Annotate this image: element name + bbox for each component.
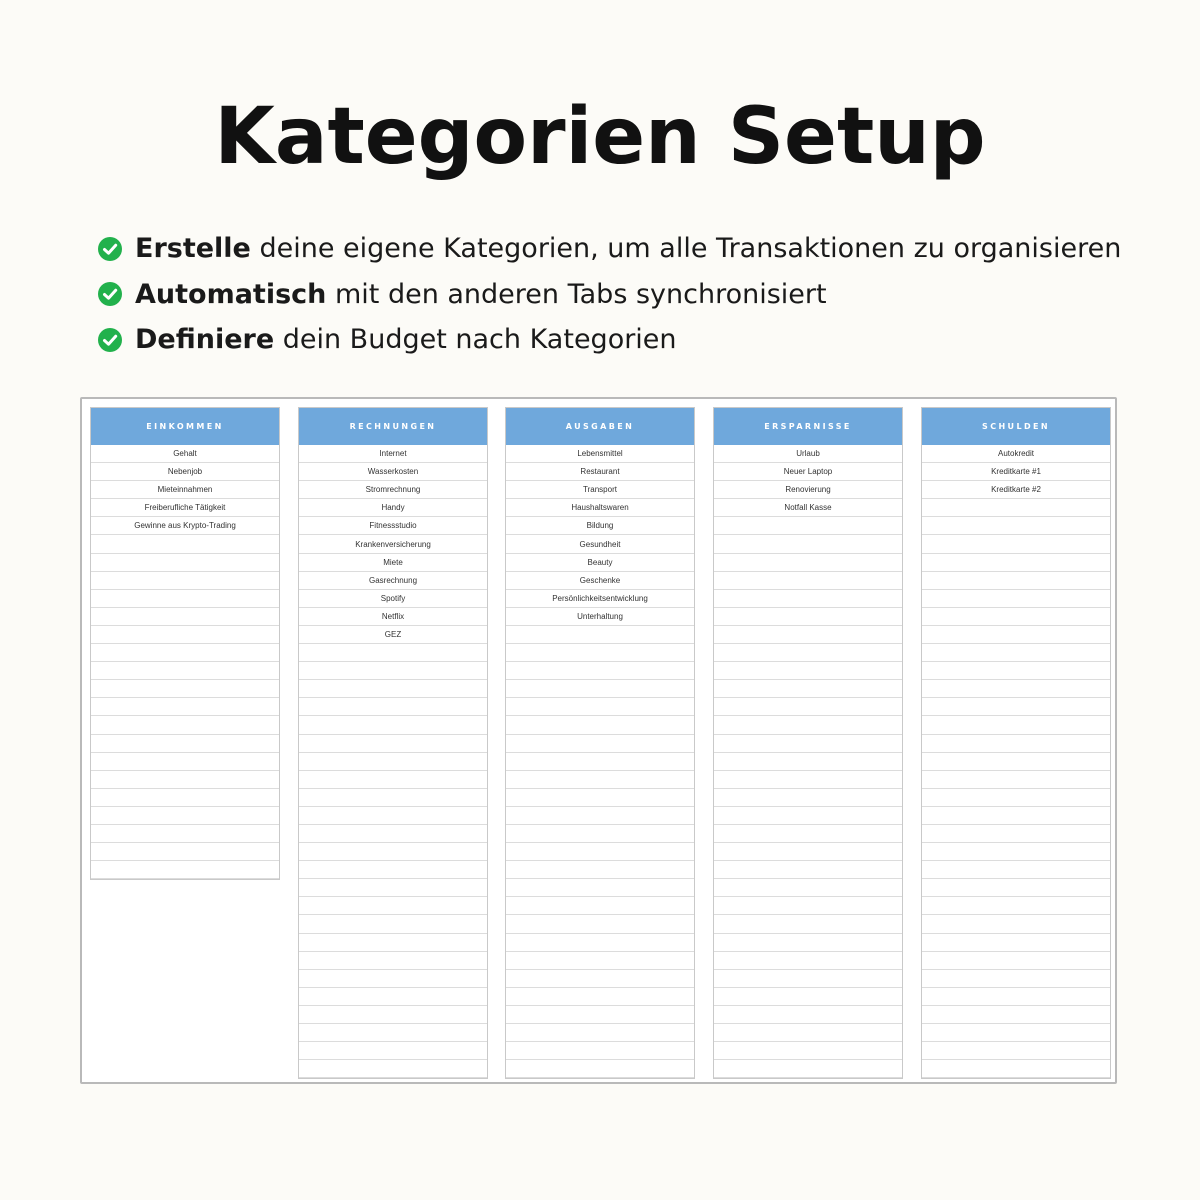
category-cell[interactable]: Internet [299,445,487,463]
empty-category-cell[interactable] [714,879,902,897]
category-cell[interactable]: Gehalt [91,445,279,463]
empty-category-cell[interactable] [299,716,487,734]
category-cell[interactable]: Notfall Kasse [714,499,902,517]
empty-category-cell[interactable] [714,861,902,879]
column-header: ERSPARNISSE [714,408,902,445]
empty-category-cell[interactable] [91,843,279,861]
empty-category-cell[interactable] [922,517,1110,535]
empty-category-cell[interactable] [91,554,279,572]
category-cell[interactable]: Nebenjob [91,463,279,481]
empty-category-cell[interactable] [922,952,1110,970]
empty-category-cell[interactable] [91,590,279,608]
feature-text: mit den anderen Tabs synchronisiert [326,278,827,310]
feature-text: dein Budget nach Kategorien [274,324,677,356]
category-cell[interactable]: Mieteinnahmen [91,481,279,499]
empty-category-cell[interactable] [506,771,694,789]
empty-category-cell[interactable] [506,753,694,771]
empty-category-cell[interactable] [506,1042,694,1060]
empty-category-cell[interactable] [922,861,1110,879]
empty-category-cell[interactable] [506,680,694,698]
empty-category-cell[interactable] [922,807,1110,825]
category-rows [922,445,1110,1078]
feature-bold-text: Erstelle [135,233,251,265]
page-title: Kategorien Setup [214,92,986,182]
empty-category-cell[interactable] [506,807,694,825]
empty-category-cell[interactable] [714,735,902,753]
empty-category-cell[interactable] [299,861,487,879]
empty-category-cell[interactable] [922,1042,1110,1060]
empty-category-cell[interactable] [299,644,487,662]
empty-category-cell[interactable] [714,1024,902,1042]
category-cell[interactable]: Restaurant [506,463,694,481]
column-rechnungen [298,407,488,1079]
empty-category-cell[interactable] [506,988,694,1006]
empty-category-cell[interactable] [714,698,902,716]
empty-category-cell[interactable] [506,879,694,897]
empty-category-cell[interactable] [91,789,279,807]
feature-list [97,226,1177,363]
empty-category-cell[interactable] [506,843,694,861]
empty-category-cell[interactable] [922,897,1110,915]
category-cell[interactable]: Wasserkosten [299,463,487,481]
empty-category-cell[interactable] [714,789,902,807]
category-cell[interactable]: Krankenversicherung [299,535,487,553]
empty-category-cell[interactable] [91,644,279,662]
empty-category-cell[interactable] [91,662,279,680]
category-cell[interactable]: Lebensmittel [506,445,694,463]
empty-category-cell[interactable] [506,1006,694,1024]
empty-category-cell[interactable] [714,825,902,843]
category-sheet [80,397,1117,1084]
empty-category-cell[interactable] [506,789,694,807]
empty-category-cell[interactable] [922,934,1110,952]
empty-category-cell[interactable] [714,843,902,861]
check-circle-icon [97,281,123,307]
category-cell[interactable]: Stromrechnung [299,481,487,499]
empty-category-cell[interactable] [922,753,1110,771]
category-cell[interactable]: Geschenke [506,572,694,590]
empty-category-cell[interactable] [714,554,902,572]
column-einkommen [90,407,280,880]
category-cell[interactable]: Kreditkarte #1 [922,463,1110,481]
check-circle-icon [97,236,123,262]
category-cell[interactable]: Spotify [299,590,487,608]
empty-category-cell[interactable] [91,753,279,771]
category-cell[interactable]: Autokredit [922,445,1110,463]
empty-category-cell[interactable] [299,680,487,698]
empty-category-cell[interactable] [922,915,1110,933]
category-cell[interactable]: Gasrechnung [299,572,487,590]
empty-category-cell[interactable] [299,1060,487,1078]
empty-category-cell[interactable] [714,753,902,771]
empty-category-cell[interactable] [714,952,902,970]
empty-category-cell[interactable] [922,1024,1110,1042]
empty-category-cell[interactable] [91,771,279,789]
empty-category-cell[interactable] [299,1024,487,1042]
empty-category-cell[interactable] [922,644,1110,662]
empty-category-cell[interactable] [299,771,487,789]
empty-category-cell[interactable] [506,897,694,915]
category-cell[interactable]: Miete [299,554,487,572]
empty-category-cell[interactable] [506,644,694,662]
empty-category-cell[interactable] [922,680,1110,698]
column-ausgaben [505,407,695,1079]
empty-category-cell[interactable] [714,934,902,952]
empty-category-cell[interactable] [714,988,902,1006]
empty-category-cell[interactable] [922,1006,1110,1024]
empty-category-cell[interactable] [299,825,487,843]
empty-category-cell[interactable] [91,680,279,698]
empty-category-cell[interactable] [91,572,279,590]
empty-category-cell[interactable] [714,626,902,644]
empty-category-cell[interactable] [299,735,487,753]
category-cell[interactable]: Kreditkarte #2 [922,481,1110,499]
column-header: SCHULDEN [922,408,1110,445]
empty-category-cell[interactable] [299,879,487,897]
empty-category-cell[interactable] [506,735,694,753]
empty-category-cell[interactable] [299,1042,487,1060]
empty-category-cell[interactable] [714,897,902,915]
category-cell[interactable]: Renovierung [714,481,902,499]
empty-category-cell[interactable] [506,1060,694,1078]
empty-category-cell[interactable] [922,879,1110,897]
empty-category-cell[interactable] [299,789,487,807]
empty-category-cell[interactable] [922,825,1110,843]
empty-category-cell[interactable] [299,970,487,988]
empty-category-cell[interactable] [506,825,694,843]
empty-category-cell[interactable] [299,807,487,825]
feature-item [97,226,1177,272]
empty-category-cell[interactable] [922,608,1110,626]
category-cell[interactable]: Haushaltswaren [506,499,694,517]
empty-category-cell[interactable] [714,716,902,734]
empty-category-cell[interactable] [714,590,902,608]
empty-category-cell[interactable] [714,915,902,933]
category-rows [299,445,487,1078]
category-cell[interactable]: Bildung [506,517,694,535]
empty-category-cell[interactable] [922,662,1110,680]
empty-category-cell[interactable] [506,970,694,988]
empty-category-cell[interactable] [922,626,1110,644]
empty-category-cell[interactable] [299,698,487,716]
empty-category-cell[interactable] [922,572,1110,590]
empty-category-cell[interactable] [91,716,279,734]
empty-category-cell[interactable] [91,825,279,843]
empty-category-cell[interactable] [922,499,1110,517]
feature-item [97,272,1177,318]
category-cell[interactable]: Gesundheit [506,535,694,553]
column-header: RECHNUNGEN [299,408,487,445]
category-cell[interactable]: Gewinne aus Krypto-Trading [91,517,279,535]
empty-category-cell[interactable] [299,753,487,771]
empty-category-cell[interactable] [714,572,902,590]
empty-category-cell[interactable] [922,535,1110,553]
empty-category-cell[interactable] [506,915,694,933]
check-circle-icon [97,327,123,353]
empty-category-cell[interactable] [91,807,279,825]
category-cell[interactable]: Handy [299,499,487,517]
feature-text: deine eigene Kategorien, um alle Transaktionen zu organisieren [250,233,1122,265]
empty-category-cell[interactable] [299,915,487,933]
empty-category-cell[interactable] [714,644,902,662]
empty-category-cell[interactable] [714,771,902,789]
empty-category-cell[interactable] [714,517,902,535]
empty-category-cell[interactable] [299,1006,487,1024]
column-ersparnisse [713,407,903,1079]
empty-category-cell[interactable] [91,861,279,879]
empty-category-cell[interactable] [506,716,694,734]
category-cell[interactable]: Beauty [506,554,694,572]
category-cell[interactable]: Urlaub [714,445,902,463]
empty-category-cell[interactable] [922,735,1110,753]
empty-category-cell[interactable] [91,735,279,753]
column-header: AUSGABEN [506,408,694,445]
empty-category-cell[interactable] [299,662,487,680]
empty-category-cell[interactable] [714,1042,902,1060]
empty-category-cell[interactable] [91,626,279,644]
category-cell[interactable]: Neuer Laptop [714,463,902,481]
empty-category-cell[interactable] [922,1060,1110,1078]
empty-category-cell[interactable] [714,1006,902,1024]
empty-category-cell[interactable] [91,608,279,626]
empty-category-cell[interactable] [714,535,902,553]
empty-category-cell[interactable] [714,970,902,988]
empty-category-cell[interactable] [714,807,902,825]
empty-category-cell[interactable] [299,988,487,1006]
empty-category-cell[interactable] [299,934,487,952]
empty-category-cell[interactable] [299,843,487,861]
empty-category-cell[interactable] [299,897,487,915]
empty-category-cell[interactable] [299,952,487,970]
feature-bold-text: Automatisch [135,278,327,310]
category-cell[interactable]: Fitnessstudio [299,517,487,535]
empty-category-cell[interactable] [506,662,694,680]
empty-category-cell[interactable] [91,698,279,716]
category-cell[interactable]: GEZ [299,626,487,644]
empty-category-cell[interactable] [714,680,902,698]
column-schulden [921,407,1111,1079]
empty-category-cell[interactable] [922,789,1110,807]
category-rows [506,445,694,1078]
feature-bold-text: Definiere [135,324,275,356]
feature-item [97,317,1177,363]
category-cell[interactable]: Persönlichkeitsentwicklung [506,590,694,608]
empty-category-cell[interactable] [922,970,1110,988]
empty-category-cell[interactable] [506,1024,694,1042]
category-cell[interactable]: Transport [506,481,694,499]
empty-category-cell[interactable] [91,535,279,553]
empty-category-cell[interactable] [506,626,694,644]
empty-category-cell[interactable] [922,590,1110,608]
empty-category-cell[interactable] [714,608,902,626]
category-cell[interactable]: Netflix [299,608,487,626]
empty-category-cell[interactable] [922,698,1110,716]
category-rows [714,445,902,1078]
empty-category-cell[interactable] [506,952,694,970]
empty-category-cell[interactable] [506,698,694,716]
column-header: EINKOMMEN [91,408,279,445]
empty-category-cell[interactable] [922,716,1110,734]
category-rows [91,445,279,879]
empty-category-cell[interactable] [922,554,1110,572]
empty-category-cell[interactable] [922,988,1110,1006]
empty-category-cell[interactable] [506,934,694,952]
empty-category-cell[interactable] [922,843,1110,861]
empty-category-cell[interactable] [922,771,1110,789]
empty-category-cell[interactable] [714,1060,902,1078]
empty-category-cell[interactable] [714,662,902,680]
category-cell[interactable]: Freiberufliche Tätigkeit [91,499,279,517]
empty-category-cell[interactable] [506,861,694,879]
category-cell[interactable]: Unterhaltung [506,608,694,626]
